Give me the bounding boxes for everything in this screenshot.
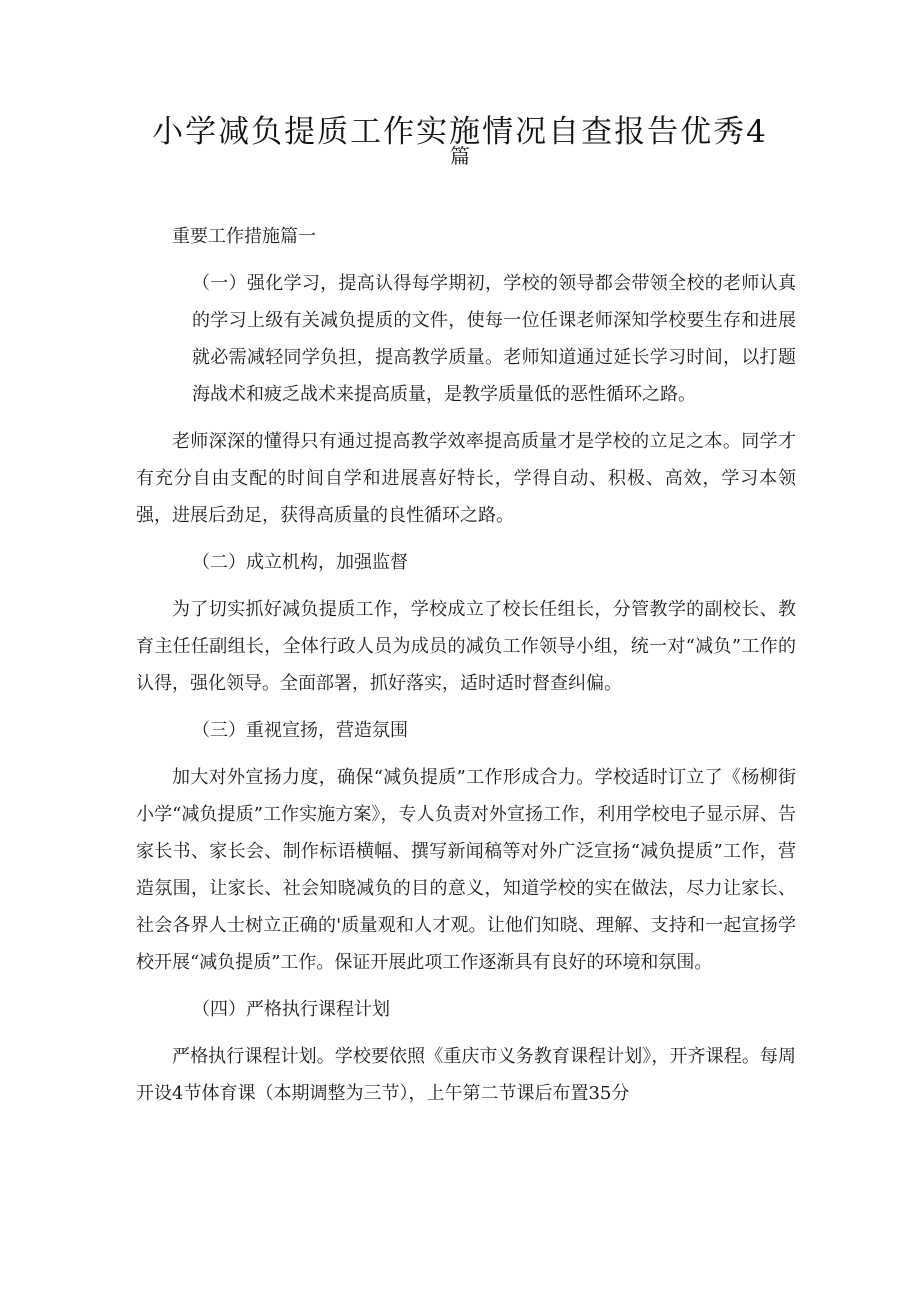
title-line-2: 篇 (450, 144, 470, 168)
subheading-4: （四）严格执行课程计划 (192, 999, 390, 1020)
paragraph-2: 老师深深的懂得只有通过提高教学效率提高质量才是学校的立足之本。同学才有充分自由支配的时间自学和进展喜好特长，学得自动、积极、高效，学习本领强，进展后劲足，获得高质量的良性循环之路。 (136, 431, 796, 526)
paragraph-3: 为了切实抓好减负提质工作，学校成立了校长任组长，分管教学的副校长、教育主任任副组长，全体行政人员为成员的减负工作领导小组，统一对“减负”工作的认得，强化领导。全面部署，抓好落实，适时适时督查纠偏。 (136, 599, 796, 694)
paragraph-5: 严格执行课程计划。学校要依照《重庆市义务教育课程计划》，开齐课程。每周开设4节体育课（本期调整为三节），上午第二节课后布置35分 (136, 1046, 796, 1104)
document-title (140, 112, 780, 166)
document-body (136, 218, 796, 1122)
subheading-2: （二）成立机构，加强监督 (192, 552, 408, 573)
title-line-1: 小学减负提质工作实施情况自查报告优秀4 (152, 114, 768, 150)
paragraph-1: （一）强化学习，提高认得每学期初，学校的领导都会带领全校的老师认真的学习上级有关减负提质的文件，使每一位任课老师深知学校要生存和进展就必需减轻同学负担，提高教学质量。老师知道通过延长学习时间，以打题海战术和疲乏战术来提高质量，是教学质量低的恶性循环之路。 (192, 273, 796, 405)
subheading-3: （三）重视宣扬，营造氛围 (192, 720, 408, 741)
section-heading: 重要工作措施篇一 (172, 226, 316, 247)
paragraph-4: 加大对外宣扬力度，确保“减负提质”工作形成合力。学校适时订立了《杨柳街小学“减负提质”工作实施方案》，专人负责对外宣扬工作，利用学校电子显示屏、告家长书、家长会、制作标语横幅、撰写新闻稿等对外广泛宣扬“减负提质”工作，营造氛围，让家长、社会知晓减负的目的意义，知道学校的实在做法，尽力让家长、社会各界人士树立正确的'质量观和人才观。让他们知晓、理解、支持和一起宣扬学校开展“减负提质”工作。保证开展此项工作逐渐具有良好的环境和氛围。 (136, 767, 796, 973)
